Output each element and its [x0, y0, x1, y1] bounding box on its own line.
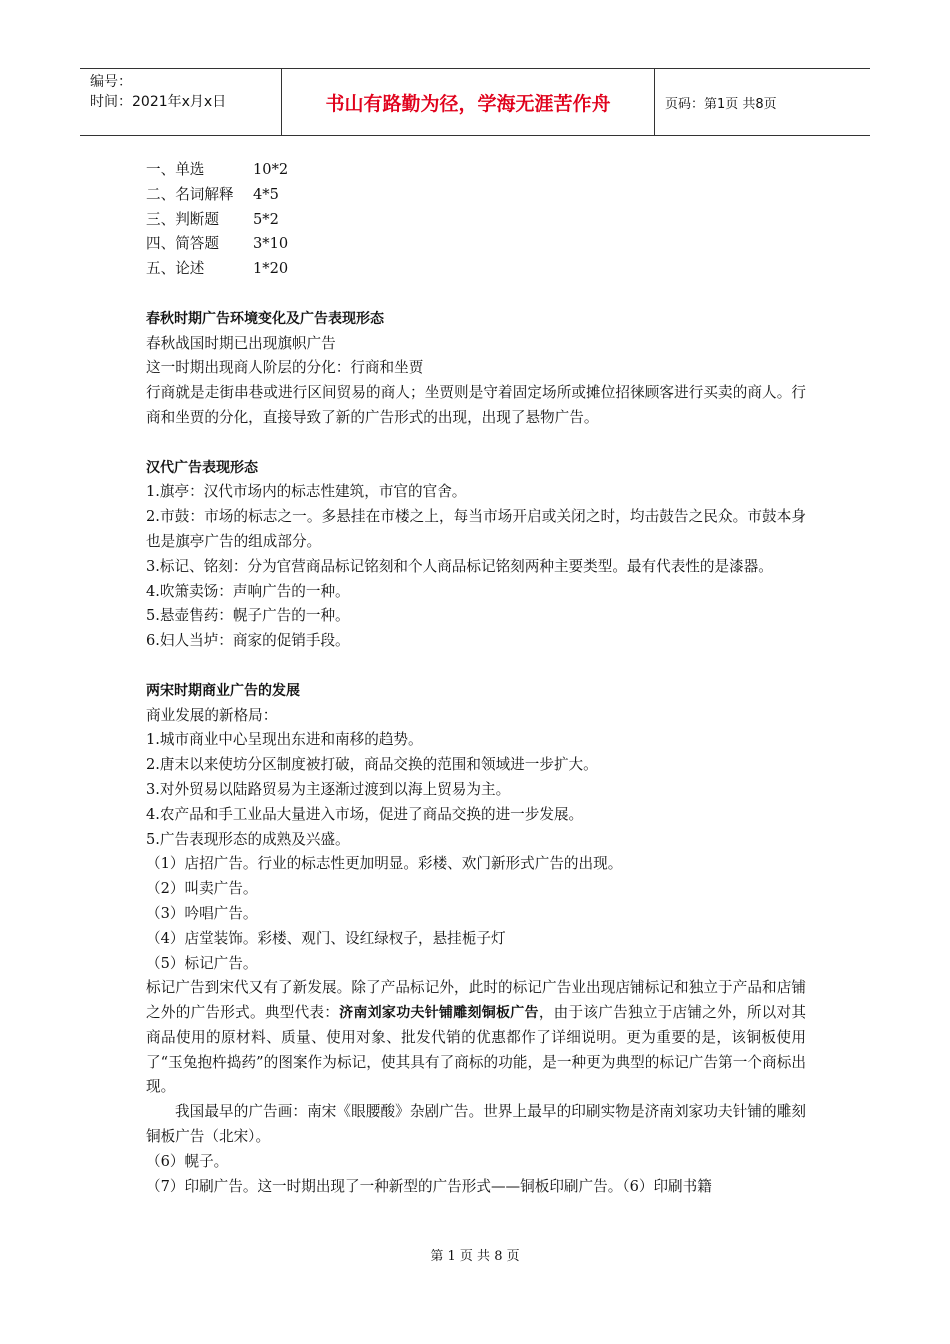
list-item: （3）吟唱广告。 [146, 904, 258, 922]
paragraph [146, 976, 806, 1100]
score-row [146, 232, 806, 257]
score-label: 四、简答题 [146, 235, 219, 253]
paragraph-line: 商业发展的新格局： [146, 706, 278, 724]
list-item: （4）店堂装饰。彩楼、观门、设红绿杈子，悬挂栀子灯 [146, 929, 506, 947]
list-item: 1.城市商业中心呈现出东进和南移的趋势。 [146, 731, 423, 749]
list-item: 5.悬壶售药：幌子广告的一种。 [146, 607, 350, 625]
header-motto: 书山有路勤为径，学海无涯苦作舟 [282, 69, 655, 135]
section-heading: 两宋时期商业广告的发展 [146, 682, 300, 699]
list-item: 4.吹箫卖饧：声响广告的一种。 [146, 582, 350, 600]
text-run: 标记广告到宋代又有了新发展。除了产品标记外，此时的标记广告业出现店铺标记和独立于产品和店铺之外的广告形式。典型代表： [146, 979, 806, 1022]
list-item: （6）幌子。 [146, 1152, 229, 1170]
document-number-label: 编号： [90, 74, 132, 90]
list-item: 1.旗亭：汉代市场内的标志性建筑，市官的官舍。 [146, 483, 467, 501]
header-page-info: 页码：第1页 共8页 [665, 96, 777, 112]
header-meta [80, 69, 282, 135]
list-item: 5.广告表现形态的成熟及兴盛。 [146, 830, 350, 848]
list-item: 4.农产品和手工业品大量进入市场，促进了商品交换的进一步发展。 [146, 805, 584, 823]
list-item: （1）店招广告。行业的标志性更加明显。彩楼、欢门新形式广告的出现。 [146, 855, 623, 873]
page-footer: 第 1 页 共 8 页 [430, 1249, 520, 1264]
score-label: 二、名词解释 [146, 185, 234, 203]
score-value: 10*2 [253, 161, 289, 178]
score-value: 5*2 [253, 210, 279, 228]
score-row [146, 257, 806, 282]
paragraph: 行商就是走街串巷或进行区间贸易的商人；坐贾则是守着固定场所或摊位招徕顾客进行买卖的商人。行商和坐贾的分化，直接导致了新的广告形式的出现，出现了悬物广告。 [146, 384, 806, 426]
emphasis-text: 济南刘家功夫针铺雕刻铜板广告 [339, 1005, 539, 1022]
list-item: 2.市鼓：市场的标志之一。多悬挂在市楼之上，每当市场开启或关闭之时，均击鼓告之民众。市鼓本身也是旗亭广告的组成部分。 [146, 508, 806, 550]
score-label: 三、判断题 [146, 210, 219, 228]
paragraph-line: 这一时期出现商人阶层的分化：行商和坐贾 [146, 359, 424, 377]
list-item: 3.对外贸易以陆路贸易为主逐渐过渡到以海上贸易为主。 [146, 780, 511, 798]
score-row [146, 208, 806, 233]
document-body [146, 158, 806, 1199]
score-value: 3*10 [253, 235, 289, 253]
paragraph: 我国最早的广告画：南宋《眼腰酸》杂剧广告。世界上最早的印刷实物是济南刘家功夫针铺的雕刻铜板广告（北宋）。 [146, 1103, 806, 1146]
score-value: 4*5 [253, 185, 279, 203]
page-header [80, 68, 870, 136]
score-label: 一、单选 [146, 161, 205, 178]
score-row [146, 183, 806, 208]
list-item: （2）叫卖广告。 [146, 880, 258, 898]
section-heading: 汉代广告表现形态 [146, 459, 258, 476]
list-item: 3.标记、铭刻：分为官营商品标记铭刻和个人商品标记铭刻两种主要类型。最有代表性的是漆器。 [146, 557, 773, 575]
list-item: （7）印刷广告。这一时期出现了一种新型的广告形式——铜板印刷广告。（6）印刷书籍 [146, 1177, 712, 1195]
score-row [146, 158, 806, 183]
list-item: 2.唐末以来使坊分区制度被打破，商品交换的范围和领域进一步扩大。 [146, 756, 598, 774]
score-label: 五、论述 [146, 260, 205, 278]
section-heading: 春秋时期广告环境变化及广告表现形态 [146, 310, 384, 327]
score-value: 1*20 [253, 260, 289, 278]
list-item: （5）标记广告。 [146, 954, 258, 972]
text-run: ，由于该广告独立于店铺之外，所以对其商品使用的原材料、质量、使用对象、批发代销的优惠都作了详细说明。更为重要的是，该铜板使用了“玉兔抱杵捣药”的图案作为标记，使其具有了商标的功能，是一种更为典型的标记广告第一个商标出现。 [146, 1004, 806, 1096]
document-date-label: 时间：2021年x月x日 [90, 94, 227, 110]
paragraph-line: 春秋战国时期已出现旗帜广告 [146, 334, 336, 352]
score-list [146, 158, 806, 282]
list-item: 6.妇人当垆：商家的促销手段。 [146, 632, 350, 650]
